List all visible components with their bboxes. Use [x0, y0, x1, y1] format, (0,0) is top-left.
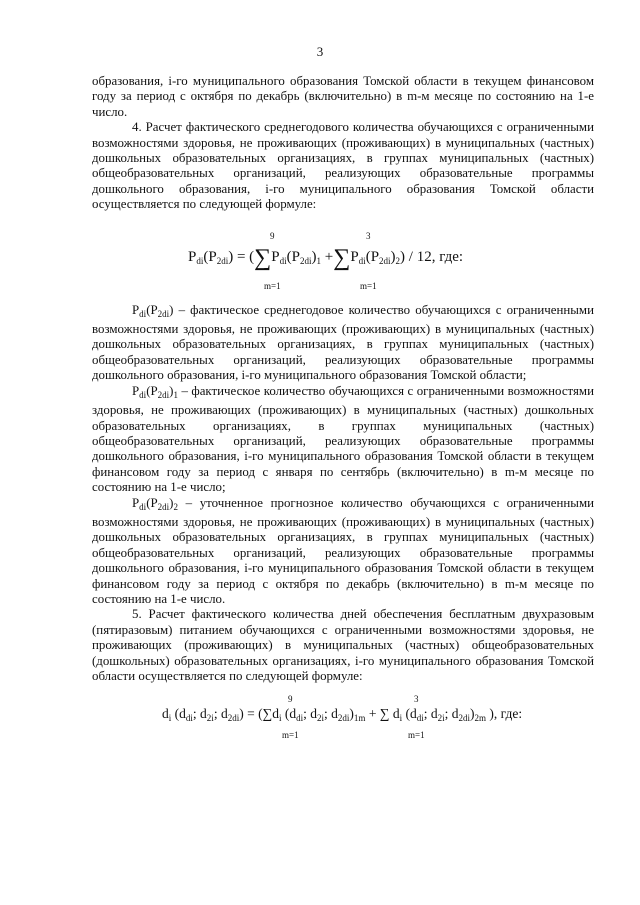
definition-3: $P_{di}(P_{2di})_2$ – уточненное прогнозное количество обучающихся с ограниченными возможностями здоровья, не проживающих (проживающих) в муниципальных (частных) дошкольных образовательных организациях, в группах муниципальных (частных) общеобразовательных организаций, реализующих образовательные программы дошкольного образования, i-го муниципального образования Томской области в текущем финансовом году за период с октября по декабрь (включительно) в m-м месяце по состоянию на 1-е число.: [92, 495, 594, 606]
page-number: 3: [316, 44, 324, 59]
sum-3-upper-limit: 9: [288, 694, 293, 705]
definition-2: $P_{di}(P_{2di})_1$ – фактическое количество обучающихся с ограниченными возможностями здоровья, не проживающих (проживающих) в муниципальных (частных) дошкольных образовательных организациях, в группах муниципальных (частных) общеобразовательных организаций, реализующих образовательные программы дошкольного образования, i-го муниципального образования Томской области в текущем финансовом году за период с января по сентябрь (включительно) в m-м месяце по состоянию на 1-е число;: [92, 383, 594, 495]
document-body: [92, 74, 594, 744]
sum-1-upper-limit: 9: [270, 230, 275, 241]
sum-4-upper-limit: 3: [414, 694, 419, 705]
formula-average-count: [92, 217, 594, 291]
sum-sign-1: ∑: [254, 244, 272, 271]
sum-2-lower-limit: m=1: [360, 280, 377, 291]
paragraph-continuation: образования, i-го муниципального образования Томской области в текущем финансовом году за период с октября по декабрь (включительно) в m-м месяце по состоянию на 1-е число.: [92, 74, 594, 119]
definition-1: $P_{di}(P_{2di})$ – фактическое среднегодовое количество обучающихся с ограниченными возможностями здоровья, не проживающих (проживающих) в муниципальных (частных) дошкольных образовательных организациях, в группах муниципальных (частных) общеобразовательных организаций, реализующих образовательные программы дошкольного образования, i-го муниципального образования Томской области;: [92, 302, 594, 383]
sum-sign-2: ∑: [333, 244, 351, 271]
formula-days-count: [92, 688, 594, 744]
sum-1-lower-limit: m=1: [264, 280, 281, 291]
sum-sign-3: ∑: [262, 706, 273, 722]
formula-1-main: $P_{di}(P_{2di}) = (\sum P_{di}(P_{2di})_1 +\sum P_{di}(P_{2di})_2) / 12$, где:: [188, 244, 464, 271]
sum-2-upper-limit: 3: [366, 230, 371, 241]
paragraph-item-5: 5. Расчет фактического количества дней обеспечения бесплатным двухразовым (пятиразовым) питанием обучающихся с ограниченными возможностями здоровья, не проживающих (проживающих) в муниципальных (частных) общеобразовательных (дошкольных) образовательных организациях, i-го муниципального образования Томской области осуществляется по следующей формуле:: [92, 607, 594, 683]
sum-sign-4: ∑: [379, 706, 390, 722]
paragraph-item-4: 4. Расчет фактического среднегодового количества обучающихся с ограниченными возможностями здоровья, не проживающих (проживающих) в муниципальных (частных) дошкольных образовательных организациях, в группах муниципальных (частных) общеобразовательных организаций, реализующих образовательные программы дошкольного образования, i-го муниципального образования Томской области осуществляется по следующей формуле:: [92, 120, 594, 212]
sum-4-lower-limit: m=1: [408, 730, 425, 741]
sum-3-lower-limit: m=1: [282, 730, 299, 741]
formula-2-main: $d_i$ ($d_{di}$; $d_{2i}$; $d_{2di}) = (\sum d_i$ ($d_{di}$; $d_{2i}$; $d_{2di})_{1m}$ + ∑ $d_i$ ($d_{di}$; $d_{2i}$; $d_{2di})_{2m}$ ), где:: [162, 706, 523, 724]
